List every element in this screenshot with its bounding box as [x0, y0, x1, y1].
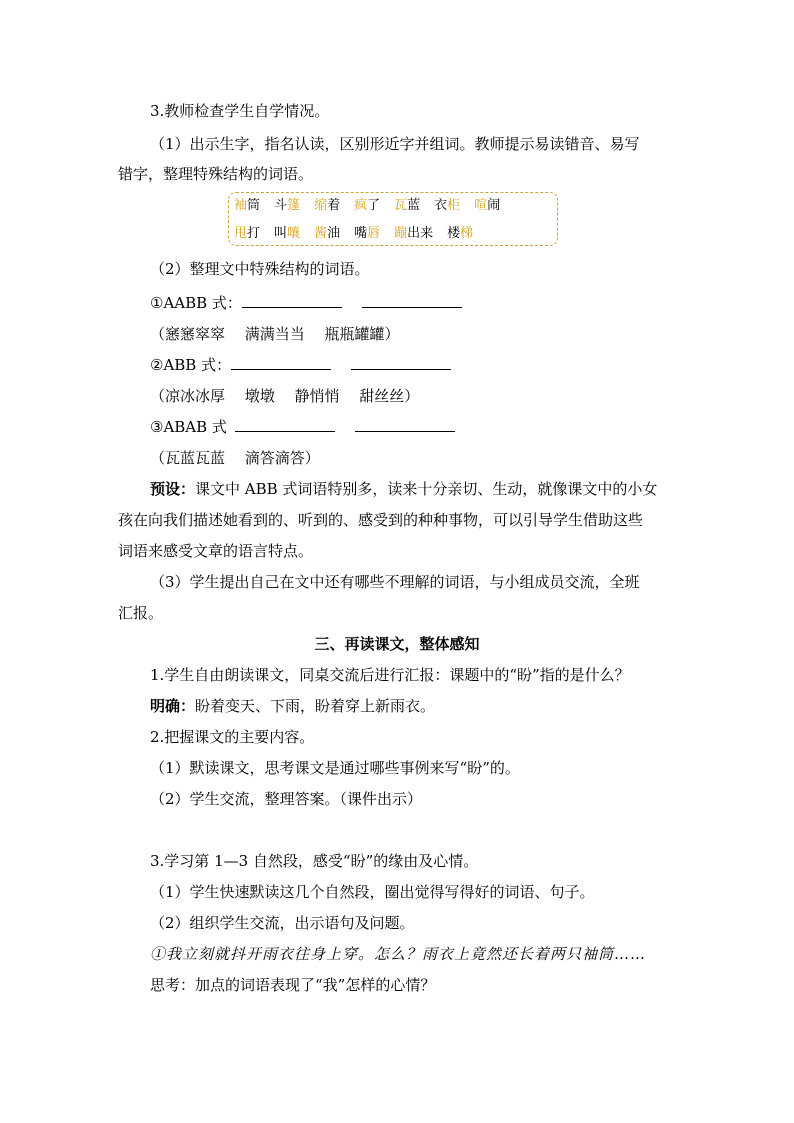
highlighted-char: 蹦 — [394, 226, 408, 241]
quote-sentence: ①我立刻就抖开雨衣往身上穿。怎么？雨衣上竟然还长着两只袖筒…… — [150, 945, 647, 963]
vocab-fragment — [474, 198, 500, 213]
vocab-fragment — [394, 226, 433, 241]
clear-row — [150, 695, 435, 717]
plain-char: 着 — [327, 198, 341, 213]
preset-line2: 孩在向我们描述她看到的、听到的、感受到的种种事物，可以引导学生借助这些 — [118, 511, 644, 529]
highlighted-char: 疯 — [354, 198, 368, 213]
vocab-fragment — [274, 226, 287, 241]
plain-char: 闹 — [487, 198, 501, 213]
abab-label: ③ABAB 式 — [150, 418, 227, 436]
plain-char: 了 — [367, 198, 381, 213]
highlighted-char: 喧 — [474, 198, 488, 213]
vocab-row-2 — [234, 224, 487, 244]
vocab-fragment — [234, 226, 260, 241]
preset-label: 预设： — [150, 480, 196, 498]
vocab-fragment — [274, 198, 287, 213]
vocab-fragment — [367, 226, 380, 241]
question-3-2: （2）组织学生交流，出示语句及问题。 — [150, 914, 415, 932]
plain-char: 打 — [247, 226, 261, 241]
plain-char: 蓝 — [407, 198, 421, 213]
section-title: 三、再读课文，整体感知 — [314, 635, 480, 653]
vocab-fragment — [394, 198, 420, 213]
step-3-2: （2）整理文中特殊结构的词语。 — [150, 260, 370, 278]
question-2: 2.把握课文的主要内容。 — [150, 728, 315, 746]
abb-row — [150, 354, 451, 376]
plain-char: 楼 — [447, 226, 461, 241]
abb-words: （凉冰冰厚 墩墩 静悄悄 甜丝丝） — [150, 387, 420, 405]
plain-char: 嘴 — [354, 226, 368, 241]
abab-blank-1 — [235, 417, 335, 432]
clear-label: 明确： — [150, 697, 196, 715]
highlighted-char: 瓦 — [394, 198, 408, 213]
vocab-fragment — [314, 198, 340, 213]
clear-text: 盼着变天、下雨，盼着穿上新雨衣。 — [195, 697, 436, 715]
vocab-fragment — [447, 226, 460, 241]
aabb-row — [150, 292, 462, 314]
highlighted-char: 酱 — [314, 226, 328, 241]
aabb-words: （窸窸窣窣 满满当当 瓶瓶罐罐） — [150, 325, 400, 343]
preset-text-1: 课文中 ABB 式词语特别多，读来十分亲切、生动，就像课文中的小女 — [195, 480, 658, 498]
highlighted-char: 唇 — [367, 226, 381, 241]
think-question: 思考：加点的词语表现了“我”怎样的心情？ — [150, 976, 436, 994]
highlighted-char: 篷 — [287, 198, 301, 213]
vocab-fragment — [287, 226, 300, 241]
plain-char: 叫 — [274, 226, 288, 241]
step-3-3-line2: 汇报。 — [118, 604, 164, 622]
question-2-1: （1）默读课文，思考课文是通过哪些事例来写“盼”的。 — [150, 759, 520, 777]
abab-blank-2 — [355, 417, 455, 432]
step-3-3-line1: （3）学生提出自己在文中还有哪些不理解的词语，与小组成员交流，全班 — [150, 573, 640, 591]
highlighted-char: 袖 — [234, 198, 248, 213]
plain-char: 衣 — [434, 198, 448, 213]
highlighted-char: 嚷 — [287, 226, 301, 241]
abab-row — [150, 416, 455, 438]
vocab-fragment — [314, 226, 340, 241]
plain-char: 斗 — [274, 198, 288, 213]
vocab-fragment — [354, 226, 367, 241]
step-3-1-line1: （1）出示生字，指名认读，区别形近字并组词。教师提示易读错音、易写 — [150, 135, 640, 153]
plain-char: 筒 — [247, 198, 261, 213]
highlighted-char: 甩 — [234, 226, 248, 241]
vocab-fragment — [460, 226, 473, 241]
highlighted-char: 缩 — [314, 198, 328, 213]
aabb-blank-1 — [242, 293, 342, 308]
abab-words: （瓦蓝瓦蓝 滴答滴答） — [150, 449, 320, 467]
aabb-blank-2 — [362, 293, 462, 308]
abb-blank-2 — [351, 355, 451, 370]
highlighted-char: 梯 — [460, 226, 474, 241]
abb-blank-1 — [231, 355, 331, 370]
step-3-1-line2: 错字，整理特殊结构的词语。 — [118, 165, 314, 183]
plain-char: 油 — [327, 226, 341, 241]
vocab-fragment — [354, 198, 380, 213]
preset-line3: 词语来感受文章的语言特点。 — [118, 542, 314, 560]
question-1: 1.学生自由朗读课文，同桌交流后进行汇报：课题中的“盼”指的是什么？ — [150, 666, 630, 684]
vocab-fragment — [234, 198, 260, 213]
plain-char: 出来 — [407, 226, 434, 241]
vocab-row-1 — [234, 196, 514, 216]
question-3: 3.学习第 1—3 自然段，感受“盼”的缘由及心情。 — [150, 852, 479, 870]
question-2-2: （2）学生交流，整理答案。（课件出示） — [150, 790, 423, 808]
aabb-label: ①AABB 式： — [150, 294, 242, 312]
abb-label: ②ABB 式： — [150, 356, 232, 374]
vocab-fragment — [434, 198, 447, 213]
highlighted-char: 柜 — [447, 198, 461, 213]
vocab-fragment — [287, 198, 300, 213]
vocab-fragment — [447, 198, 460, 213]
preset-line1 — [150, 478, 657, 500]
step-3-title: 3.教师检查学生自学情况。 — [150, 102, 330, 120]
question-3-1: （1）学生快速默读这几个自然段，圈出觉得写得好的词语、句子。 — [150, 883, 595, 901]
